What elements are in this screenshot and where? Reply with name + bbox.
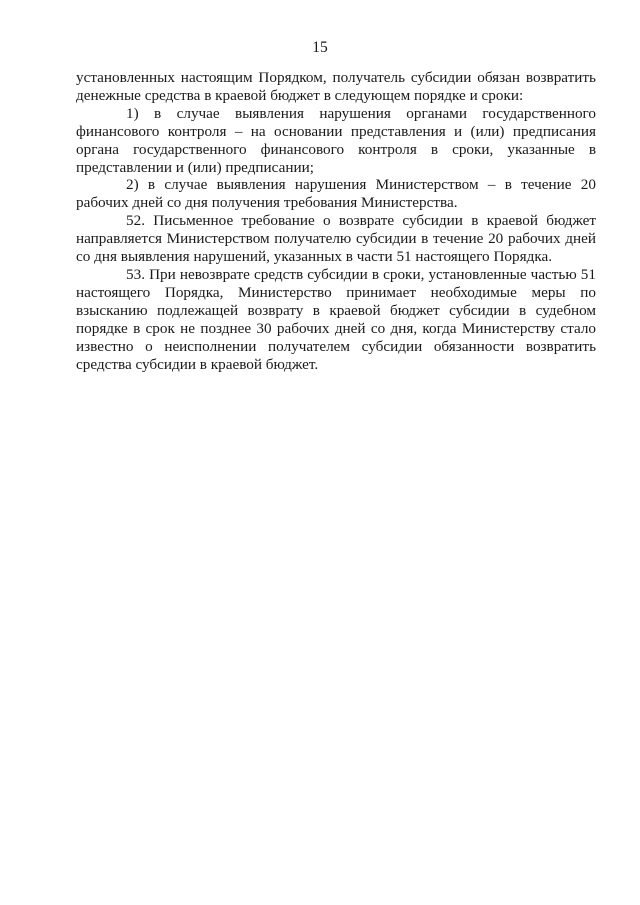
paragraph-52: 52. Письменное требование о возврате субсидии в краевой бюджет направляется Министерством получателю субсидии в течение 20 рабочих дней со дня выявления нарушений, указанных в части 51 настоящего Порядка.	[76, 212, 596, 266]
page-number: 15	[312, 39, 328, 56]
document-body	[76, 69, 596, 373]
paragraph-53: 53. При невозврате средств субсидии в сроки, установленные частью 51 настоящего Порядка, Министерство принимает необходимые меры по взысканию подлежащей возврату в краевой бюджет субсидии в судебном порядке в срок не позднее 30 рабочих дней со дня, когда Министерству стало известно о неисполнении получателем субсидии обязанности возвратить средства субсидии в краевой бюджет.	[76, 265, 596, 373]
paragraph-continuation: установленных настоящим Порядком, получатель субсидии обязан возвратить денежные средства в краевой бюджет в следующем порядке и сроки:	[76, 69, 596, 104]
paragraph-item-2: 2) в случае выявления нарушения Министерством – в течение 20 рабочих дней со дня получения требования Министерства.	[76, 176, 596, 212]
paragraph-item-1: 1) в случае выявления нарушения органами государственного финансового контроля – на основании представления и (или) предписания органа государственного финансового контроля в сроки, указанные в представлении и (или) предписании;	[76, 104, 596, 176]
